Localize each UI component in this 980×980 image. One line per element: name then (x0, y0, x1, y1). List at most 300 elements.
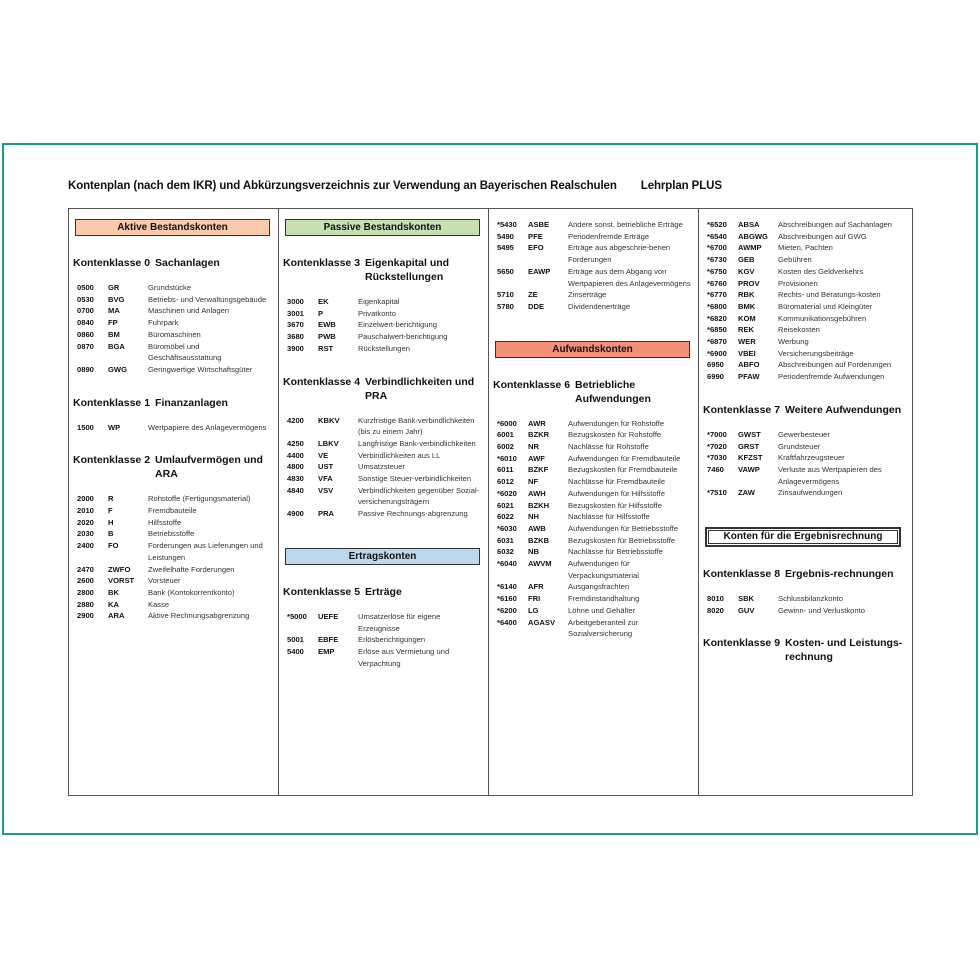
account-number: *6800 (707, 301, 727, 311)
account-list (69, 282, 278, 376)
account-name: Rechts- und Beratungs-kosten (778, 290, 881, 300)
account-number: 2010 (77, 506, 94, 516)
account-class-heading (703, 636, 905, 664)
account-name: Verluste aus Wertpapieren des Anlagevermögens (778, 464, 882, 486)
account-row (489, 511, 698, 523)
account-row (489, 429, 698, 441)
account-row (69, 364, 278, 376)
account-name: Aufwendungen für Rohstoffe (568, 418, 665, 428)
account-name: Privatkonto (358, 308, 396, 318)
account-abbreviation: P (318, 308, 324, 318)
account-number: *6140 (497, 582, 517, 592)
account-number: 4900 (287, 509, 304, 519)
account-row (699, 429, 909, 441)
account-abbreviation: VBEI (738, 348, 756, 358)
account-row (279, 461, 488, 473)
account-abbreviation: BZKR (528, 430, 550, 440)
account-abbreviation: NF (528, 477, 539, 487)
account-row (489, 605, 698, 617)
account-class-number: Kontenklasse 4 (283, 375, 361, 388)
account-row (279, 296, 488, 308)
account-abbreviation: PWB (318, 332, 336, 342)
curriculum-label: Lehrplan PLUS (640, 180, 722, 192)
account-number: *6040 (497, 559, 517, 569)
account-abbreviation: R (108, 494, 114, 504)
account-name: Zinsaufwendungen (778, 488, 843, 498)
account-row (69, 294, 278, 306)
account-abbreviation: EK (318, 297, 329, 306)
account-name: Eigenkapital (358, 297, 400, 306)
account-abbreviation: BGA (108, 341, 125, 351)
account-name: Fuhrpark (148, 318, 179, 328)
account-list (699, 219, 909, 383)
account-row (699, 371, 909, 383)
account-abbreviation: GEB (738, 255, 755, 265)
account-class-heading (283, 256, 484, 284)
account-row (489, 242, 698, 265)
account-row (69, 540, 278, 563)
account-row (279, 308, 488, 320)
account-row (279, 485, 488, 508)
column-1 (69, 209, 279, 795)
account-abbreviation: AWMP (738, 243, 762, 253)
account-number: 0700 (77, 306, 94, 316)
account-number: 2600 (77, 576, 94, 586)
account-row (489, 266, 698, 289)
account-number: 6021 (497, 500, 514, 510)
account-abbreviation: GUV (738, 605, 755, 615)
account-name: Mieten, Pachten (778, 243, 833, 253)
account-row (489, 535, 698, 547)
account-abbreviation: ABSA (738, 220, 760, 229)
account-number: 4800 (287, 462, 304, 472)
section-banner: Passive Bestandskonten (285, 219, 480, 236)
account-number: 4830 (287, 474, 304, 484)
account-class-heading (283, 375, 484, 403)
account-name: Pauschalwert-berichtigung (358, 332, 448, 342)
account-name: Schlussbilanzkonto (778, 594, 844, 604)
account-abbreviation: EFO (528, 243, 544, 253)
account-number: 6011 (497, 465, 514, 475)
account-row (69, 528, 278, 540)
account-row (279, 438, 488, 450)
account-number: 6001 (497, 430, 514, 440)
account-abbreviation: LG (528, 605, 539, 615)
account-list (489, 418, 698, 640)
account-number: *6400 (497, 617, 517, 627)
account-number: *6160 (497, 594, 517, 604)
account-abbreviation: KGV (738, 266, 755, 276)
account-name: Grundstücke (148, 283, 192, 292)
account-abbreviation: WP (108, 422, 121, 432)
account-row (489, 558, 698, 581)
account-number: *6000 (497, 418, 517, 428)
account-abbreviation: EWB (318, 320, 336, 330)
account-number: 4200 (287, 415, 304, 425)
account-abbreviation: NR (528, 442, 539, 452)
account-number: *7030 (707, 453, 727, 463)
account-number: 4250 (287, 438, 304, 448)
account-name: Wertpapiere des Anlagevermögens (148, 422, 267, 432)
account-row (699, 324, 909, 336)
account-row (69, 329, 278, 341)
account-list (699, 593, 909, 616)
account-number: 3670 (287, 320, 304, 330)
account-row (69, 282, 278, 294)
account-name: Zweifelhafte Forderungen (148, 564, 235, 574)
account-number: *6770 (707, 290, 727, 300)
account-class-number: Kontenklasse 0 (73, 257, 151, 269)
account-name: Bank (Kontokorrentkonto) (148, 587, 235, 597)
account-abbreviation: AWVM (528, 559, 552, 569)
account-row (489, 418, 698, 430)
account-abbreviation: F (108, 506, 113, 516)
account-row (699, 452, 909, 464)
account-row (699, 254, 909, 266)
account-row (699, 266, 909, 278)
account-number: 5400 (287, 646, 304, 656)
account-number: *6750 (707, 266, 727, 276)
account-row (69, 587, 278, 599)
account-name: Bezugskosten für Rohstoffe (568, 430, 662, 440)
account-number: *6730 (707, 255, 727, 265)
account-number: 2400 (77, 541, 94, 551)
account-name: Rohstoffe (Fertigungsmaterial) (148, 494, 251, 504)
account-list (279, 611, 488, 670)
account-name: Bezugskosten für Fremdbauteile (568, 465, 678, 475)
account-list (489, 219, 698, 313)
account-number: 2880 (77, 599, 94, 609)
account-abbreviation: AGASV (528, 617, 556, 627)
account-row (699, 348, 909, 360)
account-row (279, 611, 488, 634)
account-name: Fremdinstandhaltung (568, 594, 640, 604)
account-row (279, 646, 488, 669)
account-row (489, 301, 698, 313)
account-name: Nachlässe für Rohstoffe (568, 442, 649, 452)
page-title (68, 180, 722, 192)
account-abbreviation: RBK (738, 290, 755, 300)
account-number: 6031 (497, 535, 514, 545)
account-row (699, 593, 909, 605)
account-row (279, 343, 488, 355)
account-abbreviation: ARA (108, 611, 125, 621)
account-number: *6820 (707, 313, 727, 323)
account-row (699, 289, 909, 301)
account-number: *7510 (707, 488, 727, 498)
account-number: 2030 (77, 529, 94, 539)
account-row (279, 331, 488, 343)
account-list (279, 296, 488, 355)
account-row (279, 473, 488, 485)
account-row (69, 575, 278, 587)
account-name: Löhne und Gehälter (568, 605, 636, 615)
account-row (699, 278, 909, 290)
account-abbreviation: VE (318, 450, 329, 460)
account-row (699, 359, 909, 371)
account-row (69, 505, 278, 517)
account-row (699, 336, 909, 348)
account-number: 6022 (497, 512, 514, 522)
account-abbreviation: KFZST (738, 453, 763, 463)
account-abbreviation: BK (108, 587, 119, 597)
account-name: Periodenfremde Erträge (568, 231, 650, 241)
account-row (69, 493, 278, 505)
column-3 (489, 209, 699, 795)
account-row (699, 605, 909, 617)
account-number: 5001 (287, 635, 304, 645)
account-class-number: Kontenklasse 5 (283, 585, 361, 598)
account-name: Arbeitgeberanteil zur Sozialversicherung (568, 617, 639, 639)
account-name: Abschreibungen auf GWG (778, 231, 867, 241)
account-name: Aktive Rechnungsabgrenzung (148, 611, 250, 621)
account-abbreviation: RST (318, 343, 334, 353)
account-row (699, 231, 909, 243)
account-row (489, 593, 698, 605)
account-number: *6700 (707, 243, 727, 253)
account-row (489, 231, 698, 243)
account-number: 5495 (497, 243, 514, 253)
account-abbreviation: VSV (318, 485, 334, 495)
account-name: Erlöse aus Vermietung und Verpachtung (358, 646, 450, 668)
account-number: 2800 (77, 587, 94, 597)
account-abbreviation: GR (108, 283, 120, 292)
account-row (489, 289, 698, 301)
account-row (489, 219, 698, 231)
chart-of-accounts-table (68, 208, 913, 796)
account-name: Periodenfremde Aufwendungen (778, 372, 885, 382)
account-class-number: Kontenklasse 2 (73, 454, 151, 467)
account-row (69, 305, 278, 317)
account-abbreviation: WER (738, 337, 756, 347)
account-list (69, 422, 278, 434)
account-class-title: Umlaufvermögen und ARA (155, 454, 263, 481)
account-abbreviation: AWH (528, 488, 546, 498)
account-class-heading (73, 396, 274, 410)
account-row (699, 464, 909, 487)
account-row (489, 581, 698, 593)
account-name: Erträge aus abgeschrie-benen Forderungen (568, 243, 671, 265)
account-class-title: Sachanlagen (155, 257, 220, 269)
account-row (489, 453, 698, 465)
account-row (279, 319, 488, 331)
account-abbreviation: ABFO (738, 360, 760, 370)
account-name: Aufwendungen für Hilfsstoffe (568, 488, 665, 498)
account-number: *7020 (707, 441, 727, 451)
account-abbreviation: SBK (738, 594, 755, 604)
account-row (699, 441, 909, 453)
account-abbreviation: UST (318, 462, 334, 472)
account-name: Gewerbesteuer (778, 429, 830, 439)
account-number: 7460 (707, 464, 724, 474)
account-abbreviation: B (108, 529, 114, 539)
account-class-heading (283, 585, 484, 599)
account-name: Reisekosten (778, 325, 820, 335)
account-number: *5000 (287, 611, 307, 621)
account-class-title: Verbindlichkeiten und PRA (365, 375, 475, 402)
account-abbreviation: ZE (528, 290, 538, 300)
account-name: Gewinn- und Verlustkonto (778, 605, 865, 615)
account-number: 0530 (77, 294, 94, 304)
account-row (489, 500, 698, 512)
account-number: 6012 (497, 477, 514, 487)
account-number: 0840 (77, 318, 94, 328)
account-class-title: Betriebliche Aufwendungen (575, 378, 651, 405)
title-text: Kontenplan (nach dem IKR) und Abkürzungsverzeichnis zur Verwendung an Bayerischen Realschulen (68, 180, 617, 192)
account-name: Forderungen aus Lieferungen und Leistungen (148, 541, 263, 562)
account-abbreviation: AWR (528, 418, 546, 428)
account-class-title: Ergebnis-rechnungen (785, 568, 894, 581)
account-name: Aufwendungen für Betriebsstoffe (568, 523, 679, 533)
account-abbreviation: EBFE (318, 635, 339, 645)
account-class-title: Kosten- und Leistungs-rechnung (785, 637, 903, 664)
account-abbreviation: VORST (108, 576, 135, 586)
account-list (279, 415, 488, 520)
section-banner: Ertragskonten (285, 548, 480, 565)
account-abbreviation: BZKB (528, 535, 550, 545)
account-row (69, 564, 278, 576)
account-row (489, 546, 698, 558)
account-abbreviation: FRI (528, 594, 541, 604)
account-name: Kurzfristige Bank-verbindlichkeiten (bis zu einem Jahr) (358, 415, 475, 437)
account-abbreviation: PFAW (738, 372, 760, 382)
account-class-number: Kontenklasse 6 (493, 378, 571, 391)
account-abbreviation: BVG (108, 294, 125, 304)
account-row (69, 610, 278, 622)
account-abbreviation: FP (108, 318, 118, 328)
account-abbreviation: ZAW (738, 488, 755, 498)
account-name: Umsatzsteuer (358, 462, 405, 472)
account-name: Einzelwert-berichtigung (358, 320, 437, 330)
account-name: Werbung (778, 337, 809, 347)
account-abbreviation: GWST (738, 429, 761, 439)
account-name: Abschreibungen auf Sachanlagen (778, 220, 892, 229)
account-number: 3000 (287, 297, 304, 306)
account-number: 5650 (497, 266, 514, 276)
account-name: Ausgangsfrachten (568, 582, 630, 592)
account-abbreviation: PRA (318, 509, 335, 519)
account-number: 3680 (287, 332, 304, 342)
account-name: Aufwendungen für Fremdbauteile (568, 453, 681, 463)
account-name: Betriebs- und Verwaltungsgebäude (148, 294, 267, 304)
account-abbreviation: AWB (528, 523, 546, 533)
account-name: Nachlässe für Fremdbauteile (568, 477, 666, 487)
account-row (489, 488, 698, 500)
account-class-heading (73, 453, 274, 481)
account-class-number: Kontenklasse 3 (283, 257, 361, 269)
account-row (69, 317, 278, 329)
account-number: 5710 (497, 290, 514, 300)
account-abbreviation: AWF (528, 453, 545, 463)
account-number: 5490 (497, 231, 514, 241)
account-number: 0870 (77, 341, 94, 351)
account-row (489, 617, 698, 640)
account-row (699, 487, 909, 499)
account-row (699, 313, 909, 325)
account-name: Zinserträge (568, 290, 607, 300)
account-class-number: Kontenklasse 1 (73, 396, 151, 409)
account-number: 2000 (77, 494, 94, 504)
account-name: Langfristige Bank-verbindlichkeiten (358, 438, 476, 448)
account-number: 3001 (287, 308, 304, 318)
account-number: 6032 (497, 547, 514, 557)
account-name: Verbindlichkeiten aus LL (358, 450, 441, 460)
account-name: Dividendenerträge (568, 301, 631, 311)
account-name: Rückstellungen (358, 343, 410, 353)
account-number: 8020 (707, 605, 724, 615)
account-class-title: Finanzanlagen (155, 396, 228, 409)
account-abbreviation: KBKV (318, 415, 340, 425)
account-abbreviation: KOM (738, 313, 756, 323)
account-number: *7000 (707, 429, 727, 439)
account-name: Nachlässe für Betriebsstoffe (568, 547, 663, 557)
account-abbreviation: AFR (528, 582, 544, 592)
account-name: Kosten des Geldverkehrs (778, 266, 864, 276)
account-number: *6760 (707, 278, 727, 288)
account-row (69, 517, 278, 529)
account-class-number: Kontenklasse 7 (703, 403, 781, 416)
account-name: Gebühren (778, 255, 812, 265)
account-abbreviation: PFE (528, 231, 543, 241)
account-row (279, 508, 488, 520)
account-abbreviation: H (108, 517, 114, 527)
account-class-title: Weitere Aufwendungen (785, 403, 902, 416)
account-number: *6850 (707, 325, 727, 335)
account-number: 6990 (707, 372, 724, 382)
account-abbreviation: REK (738, 325, 755, 335)
account-number: 8010 (707, 594, 724, 604)
account-row (279, 415, 488, 438)
account-number: 4840 (287, 485, 304, 495)
account-class-number: Kontenklasse 9 (703, 637, 781, 650)
account-name: Vorsteuer (148, 576, 181, 586)
account-row (69, 599, 278, 611)
account-name: Kasse (148, 599, 170, 609)
account-name: Umsatzerlöse für eigene Erzeugnisse (358, 611, 441, 633)
account-number: 3900 (287, 343, 304, 353)
account-name: Maschinen und Anlagen (148, 306, 230, 316)
account-number: 2020 (77, 517, 94, 527)
account-name: Erlösberichtigungen (358, 635, 426, 645)
account-abbreviation: ASBE (528, 220, 550, 229)
account-class-number: Kontenklasse 8 (703, 568, 781, 581)
account-row (489, 464, 698, 476)
account-abbreviation: GRST (738, 441, 760, 451)
account-name: Provisionen (778, 278, 818, 288)
account-abbreviation: FO (108, 541, 119, 551)
account-number: 4400 (287, 450, 304, 460)
account-abbreviation: BMK (738, 301, 756, 311)
account-class-title: Erträge (365, 585, 402, 598)
account-number: *6870 (707, 337, 727, 347)
account-name: Grundsteuer (778, 441, 821, 451)
account-class-heading (703, 567, 905, 581)
account-number: 2900 (77, 611, 94, 621)
account-name: Kraftfahrzeugsteuer (778, 453, 845, 463)
account-abbreviation: BZKF (528, 465, 549, 475)
account-name: Versicherungsbeiträge (778, 348, 854, 358)
account-number: 6950 (707, 360, 724, 370)
section-banner: Konten für die Ergebnisrechnung (705, 527, 901, 547)
account-class-heading (73, 256, 274, 270)
account-list (69, 493, 278, 622)
account-abbreviation: GWG (108, 364, 127, 374)
account-name: Büromöbel und Geschäftsausstattung (148, 341, 222, 363)
account-abbreviation: NB (528, 547, 539, 557)
account-class-title: Eigenkapital und Rückstellungen (365, 257, 450, 283)
account-row (69, 422, 278, 434)
account-row (489, 476, 698, 488)
